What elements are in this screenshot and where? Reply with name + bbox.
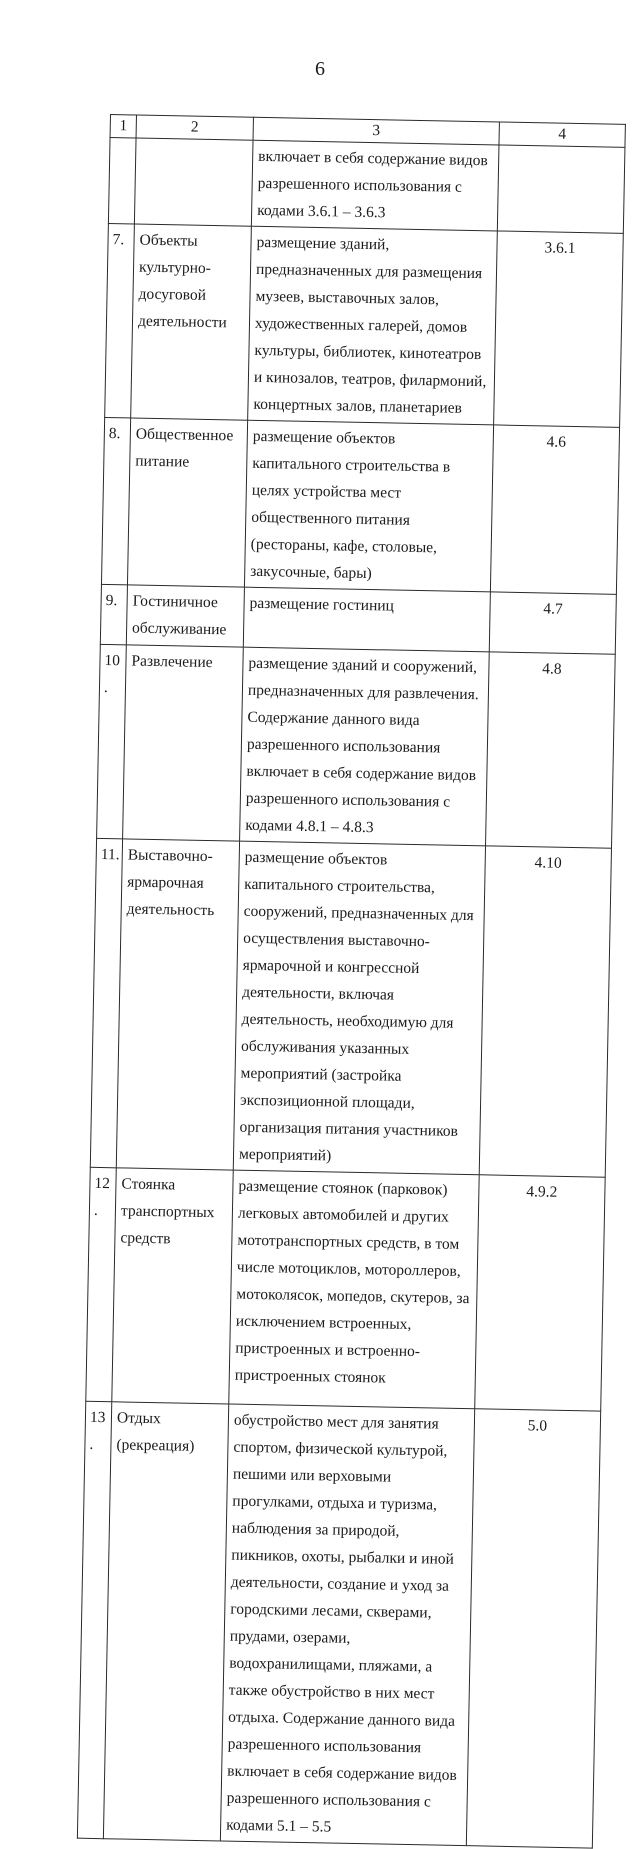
use-code: 3.6.1 (494, 231, 624, 427)
header-col-3: 3 (253, 117, 499, 145)
use-type-name (134, 138, 253, 226)
use-type-name: Гостиничное обслуживание (126, 585, 244, 647)
header-col-4: 4 (499, 122, 625, 147)
use-code (497, 145, 625, 233)
header-col-1: 1 (110, 115, 136, 138)
table-row (101, 417, 619, 594)
table-row (100, 584, 616, 654)
table-row (90, 838, 611, 1177)
row-number: 9. (100, 584, 127, 644)
row-number: 12. (86, 1167, 116, 1401)
row-number: 10. (97, 644, 127, 838)
use-description: размещение гостиниц (243, 587, 490, 652)
use-description: размещение стоянок (парковок) легковых автомобилей и других мототранспортных средств, в том числе мотоциклов, мотороллеров, мотоколясок, мопедов, скутеров, за исключением встроенных, пристроенных и встроенно-пристроенных стоянок (229, 1170, 479, 1409)
table-row (108, 138, 625, 234)
use-description: включает в себя содержание видов разрешенного использования с кодами 3.6.1 – 3.6.3 (251, 140, 499, 231)
use-description: размещение зданий, предназначенных для размещения музеев, выставочных залов, художественных галерей, домов культуры, библиотек, кинотеатров и кинозалов, театров, филармоний, концертных залов, планетариев (248, 226, 498, 425)
header-col-2: 2 (136, 115, 253, 140)
use-description: размещение зданий и сооружений, предназначенных для развлечения. Содержание данного вида разрешенного использования включает в себя содержание видов разрешенного использования с кодами 4.8.1 – 4.8.3 (240, 647, 490, 846)
use-code: 5.0 (466, 1409, 600, 1848)
use-type-name: Развлечение (123, 645, 244, 841)
use-type-name: Стоянка транспортных средств (112, 1168, 233, 1404)
use-code: 4.7 (489, 592, 616, 654)
use-code: 4.8 (486, 652, 616, 848)
use-description: обустройство мест для занятия спортом, физической культурой, пешими или верховыми прогулками, отдыха и туризма, наблюдения за природой, пикников, охоты, рыбалки и иной деятельности, создание и уход за городскими лесами, скверами, прудами, озерами, водохранилищами, пляжами, а также обустройство в них мест отдыха. Содержание данного вида разрешенного использования включает в себя содержание видов разрешенного использования с кодами 5.1 – 5.5 (220, 1404, 474, 1846)
row-number (108, 138, 136, 224)
table-row (77, 1401, 600, 1848)
row-number: 13. (77, 1401, 111, 1838)
row-number: 11. (90, 838, 122, 1167)
use-type-name: Отдых (рекреация) (103, 1402, 228, 1841)
use-description: размещение объектов капитального строительства в целях устройства мест общественного питания (рестораны, кафе, столовые, закусочные, бары) (244, 420, 493, 592)
page-number: 6 (315, 58, 325, 80)
table-row (97, 644, 616, 848)
row-number: 7. (105, 223, 135, 417)
use-description: размещение объектов капитального строительства, сооружений, предназначенных для осуществления выставочно-ярмарочной и конгрессной деятельности, включая деятельность, необходимую для обслуживания указанных мероприятий (застройка экспозиционной площади, организация питания участников мероприятий) (233, 841, 485, 1175)
row-number: 8. (101, 417, 130, 584)
use-code: 4.6 (490, 425, 619, 594)
use-type-name: Объекты культурно-досуговой деятельности (131, 224, 252, 420)
table-row (105, 223, 624, 427)
use-code: 4.9.2 (475, 1175, 605, 1411)
land-use-table (77, 114, 626, 1849)
table-row (86, 1167, 605, 1411)
use-type-name: Выставочно-ярмарочная деятельность (116, 839, 239, 1170)
use-code: 4.10 (479, 846, 611, 1177)
use-type-name: Общественное питание (127, 418, 247, 587)
